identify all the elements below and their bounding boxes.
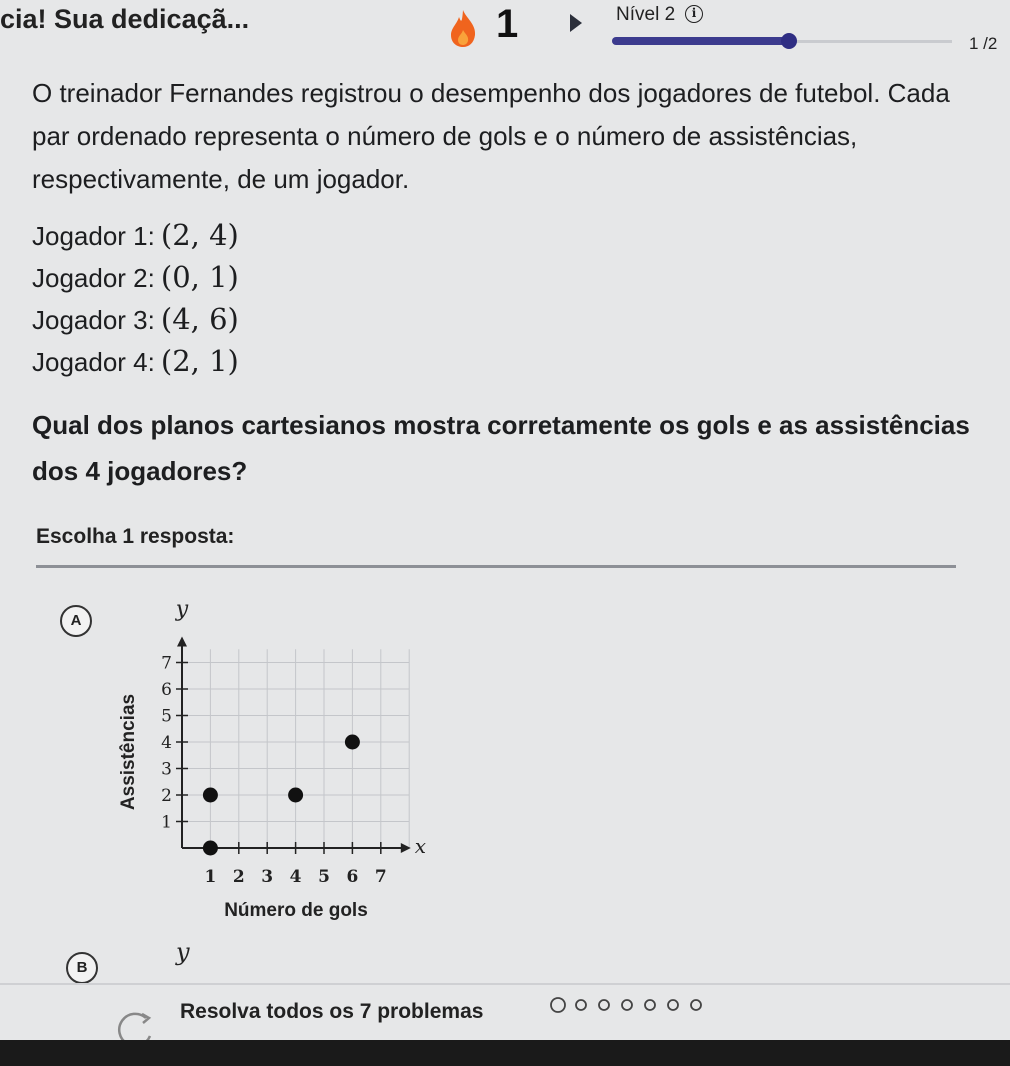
progress-knob [781, 33, 797, 49]
x-tick-label: 5 [318, 867, 330, 887]
divider [36, 565, 956, 568]
play-icon[interactable] [570, 14, 582, 32]
y-tick-label: 2 [161, 786, 172, 806]
x-tick-label: 3 [261, 867, 274, 887]
progress-dot [668, 1000, 678, 1010]
x-tick-label: 4 [289, 867, 302, 887]
player-line [32, 344, 239, 378]
player-pair: (2, 1) [160, 344, 239, 378]
progress-dot [576, 1000, 586, 1010]
x-axis-variable: x [414, 834, 426, 858]
x-tick-label: 6 [346, 867, 359, 887]
data-point [288, 788, 303, 803]
y-tick-label: 1 [161, 812, 172, 833]
bottom-bar [0, 1040, 1010, 1066]
problem-progress-dots [546, 993, 726, 1017]
progress-fill [612, 37, 789, 45]
player-label: Jogador 2: [32, 263, 155, 293]
x-tick-label: 7 [374, 867, 387, 887]
player-pair: (2, 4) [160, 218, 239, 252]
y-axis-label: Assistências [118, 693, 139, 811]
problem-intro: O treinador Fernandes registrou o desempenho dos jogadores de futebol. Cada par ordenado representa o número de gols e o número de assistências, respectivamente, de um jogador. [32, 78, 950, 194]
player-line [32, 218, 239, 252]
x-axis-label: Número de gols [224, 900, 368, 920]
player-line [32, 302, 239, 336]
choose-label: Escolha 1 resposta: [36, 525, 235, 548]
player-line [32, 260, 239, 294]
progress-dot [691, 1000, 701, 1010]
player-pair: (4, 6) [160, 302, 239, 336]
flame-icon [448, 8, 478, 48]
y-tick-label: 3 [161, 759, 172, 780]
x-tick-label: 1 [204, 867, 217, 887]
player-label: Jogador 4: [32, 347, 155, 377]
player-pair: (0, 1) [160, 260, 239, 294]
data-point [345, 735, 360, 750]
data-point [203, 788, 218, 803]
info-icon[interactable]: i [685, 5, 703, 23]
footer-divider [0, 983, 1010, 985]
option-b-radio[interactable]: B [66, 952, 98, 984]
y-axis-arrow [177, 637, 187, 647]
x-tick-label: 2 [232, 867, 245, 887]
page-counter: 1 /2 [969, 34, 998, 53]
data-point [203, 841, 218, 856]
progress-dot [551, 998, 565, 1012]
level-label: Nível 2 [616, 4, 676, 25]
y-tick-label: 4 [161, 733, 172, 753]
solve-all-text: Resolva todos os 7 problemas [180, 1000, 484, 1023]
streak-count: 1 [496, 2, 519, 46]
option-b-y-variable: y [176, 938, 190, 966]
option-a-radio[interactable]: A [60, 605, 92, 637]
progress-dot [599, 1000, 609, 1010]
y-tick-label: 7 [161, 653, 172, 674]
y-axis-variable: y [175, 597, 189, 622]
progress-dot [622, 1000, 632, 1010]
player-label: Jogador 3: [32, 305, 155, 335]
question-text: Qual dos planos cartesianos mostra corretamente os gols e as assistências dos 4 jogadores? [32, 410, 970, 486]
progress-dot [645, 1000, 655, 1010]
option-a-graph[interactable] [110, 590, 430, 920]
y-tick-label: 6 [161, 680, 172, 700]
player-label: Jogador 1: [32, 221, 155, 251]
streak-message: cia! Sua dedicaçã... [0, 4, 250, 34]
y-tick-label: 5 [161, 706, 172, 727]
